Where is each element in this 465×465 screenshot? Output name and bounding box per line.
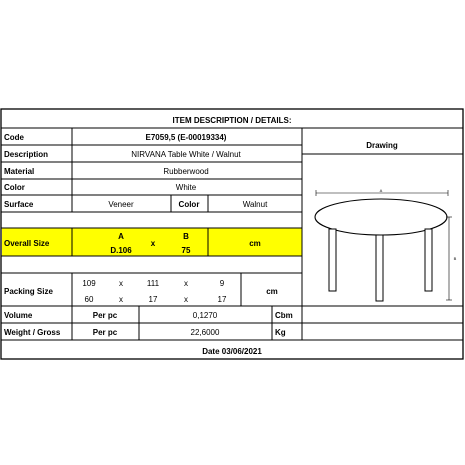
packing-r2-x1: x [119, 295, 123, 304]
weight-per: Per pc [92, 328, 118, 337]
overall-a-label: A [118, 232, 124, 241]
header-title: ITEM DESCRIPTION / DETAILS: [172, 116, 292, 125]
dimension-b-label: B [453, 256, 457, 261]
value-description: NIRVANA Table White / Walnut [131, 150, 241, 159]
packing-r1-a: 109 [82, 279, 96, 288]
label-color: Color [4, 183, 25, 192]
packing-r1-x1: x [119, 279, 123, 288]
packing-r1-c: 9 [219, 279, 225, 288]
dimension-a-label: A [379, 188, 383, 193]
volume-unit: Cbm [275, 311, 293, 320]
volume-value: 0,1270 [192, 311, 218, 320]
label-material: Material [4, 167, 35, 176]
round-table-drawing-icon [315, 188, 457, 301]
label-volume: Volume [4, 311, 33, 320]
overall-x: x [150, 239, 156, 248]
label-overall-size: Overall Size [4, 239, 50, 248]
packing-unit: cm [266, 287, 278, 296]
value-color: White [175, 183, 197, 192]
packing-r2-a: 60 [84, 295, 94, 304]
volume-per: Per pc [92, 311, 118, 320]
label-surface-color: Color [178, 200, 200, 209]
packing-r1-b: 111 [146, 279, 160, 288]
value-surface: Veneer [108, 200, 134, 209]
footer-date: Date 03/06/2021 [202, 347, 262, 356]
value-surface-color: Walnut [242, 200, 268, 209]
table-leg [376, 235, 383, 301]
overall-b-value: 75 [181, 246, 191, 255]
label-code: Code [4, 133, 24, 142]
label-packing-size: Packing Size [4, 287, 53, 296]
value-code: E7059,5 (E-00019334) [145, 133, 227, 142]
weight-unit: Kg [275, 328, 286, 337]
table-leg [425, 229, 432, 291]
label-weight: Weight / Gross [4, 328, 61, 337]
label-description: Description [4, 150, 49, 159]
label-drawing: Drawing [366, 141, 398, 150]
packing-r1-x2: x [184, 279, 188, 288]
weight-value: 22,6000 [190, 328, 220, 337]
overall-a-value: D.106 [110, 246, 132, 255]
packing-r2-c: 17 [217, 295, 227, 304]
value-material: Rubberwood [163, 167, 209, 176]
table-leg [329, 229, 336, 291]
packing-r2-b: 17 [148, 295, 158, 304]
overall-b-label: B [183, 232, 189, 241]
overall-unit: cm [249, 239, 261, 248]
packing-r2-x2: x [184, 295, 188, 304]
label-surface: Surface [4, 200, 34, 209]
